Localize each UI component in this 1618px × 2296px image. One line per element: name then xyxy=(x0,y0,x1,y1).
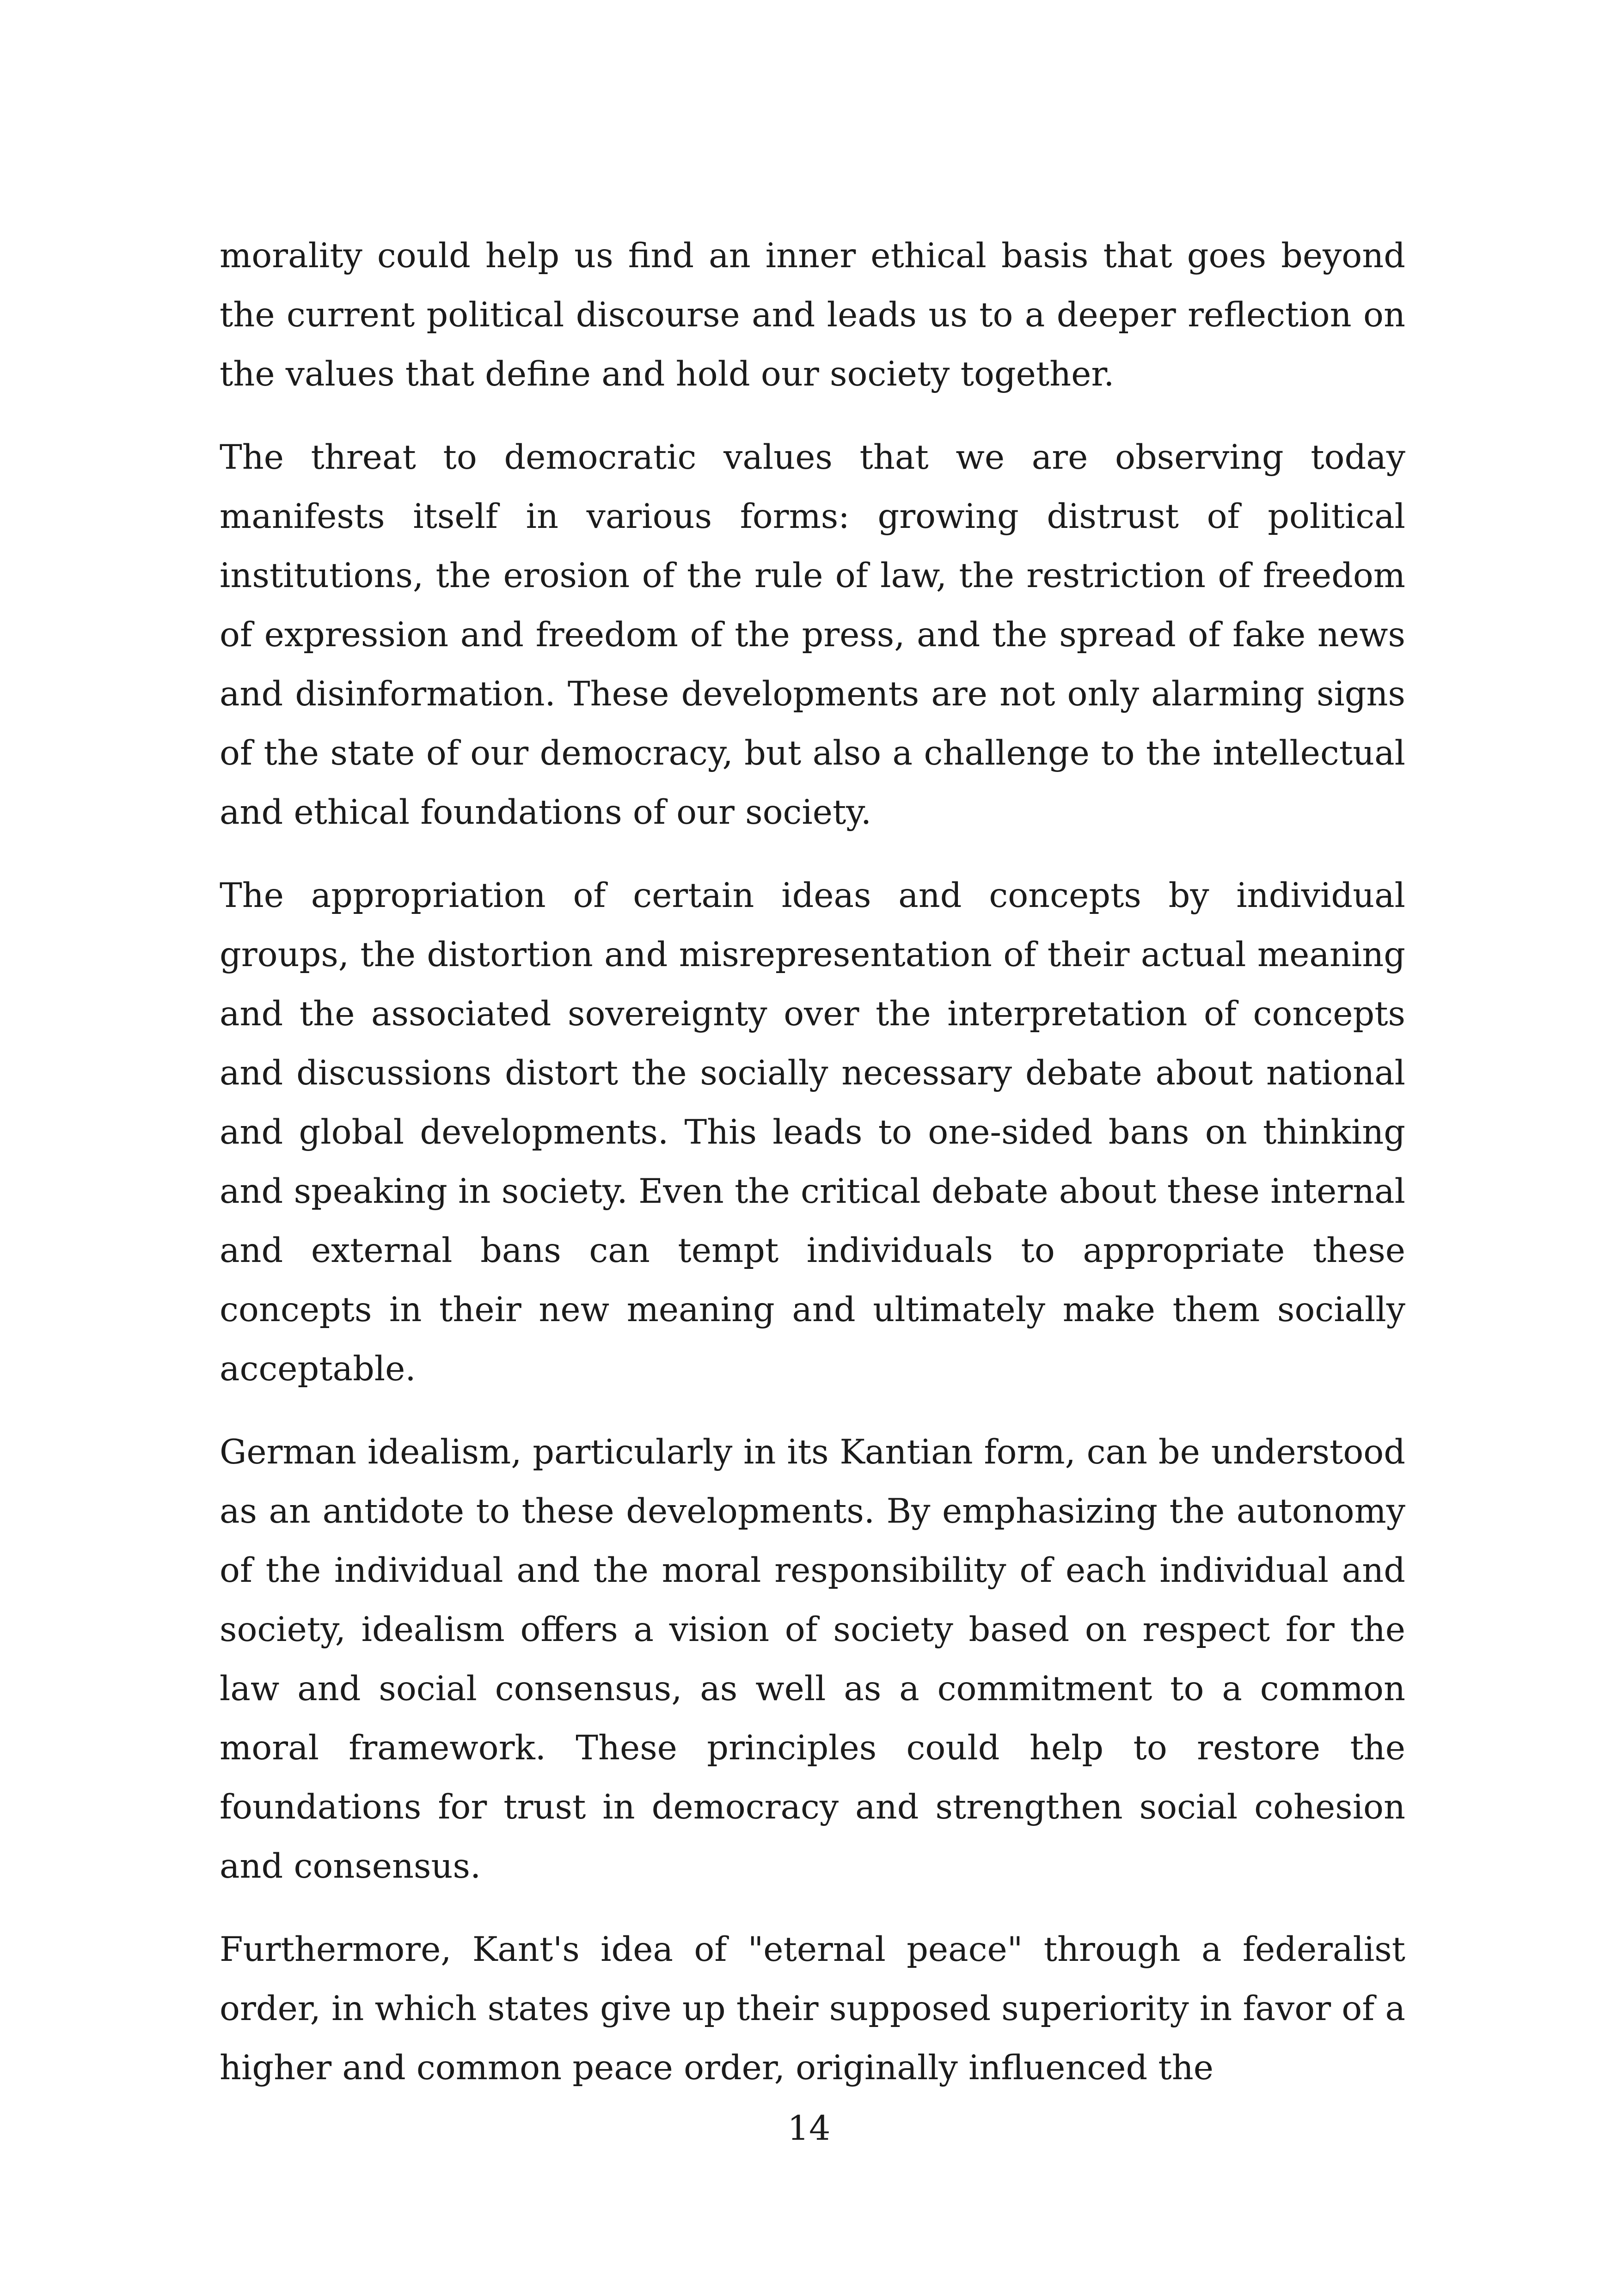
page-number: 14 xyxy=(787,2109,831,2148)
paragraph-4: German idealism, particularly in its Kantian form, can be understood as an antidote to these developments. By emphasizing the autonomy of the individual and the moral responsibility of each individual and society, idealism offers a vision of society based on respect for the law and social consensus, as well as a commitment to a common moral framework. These principles could help to restore the foundations for trust in democracy and strengthen social cohesion and consensus. xyxy=(220,1433,1405,1886)
paragraph-2: The threat to democratic values that we are observing today manifests itself in various forms: growing distrust of political institutions, the erosion of the rule of law, the restriction of freedom of expression and freedom of the press, and the spread of fake news and disinformation. These developments are not only alarming signs of the state of our democracy, but also a challenge to the intellectual and ethical foundations of our society. xyxy=(220,438,1405,832)
paragraph-1: morality could help us find an inner ethical basis that goes beyond the current political discourse and leads us to a deeper reflection on the values that define and hold our society together. xyxy=(220,236,1405,394)
body-text xyxy=(220,227,1405,2122)
paragraph-3: The appropriation of certain ideas and concepts by individual groups, the distortion and misrepresentation of their actual meaning and the associated sovereignty over the interpretation of concepts and discussions distort the socially necessary debate about national and global developments. This leads to one-sided bans on thinking and speaking in society. Even the critical debate about these internal and external bans can tempt individuals to appropriate these concepts in their new meaning and ultimately make them socially acceptable. xyxy=(220,876,1405,1389)
paragraph-5: Furthermore, Kant's idea of "eternal peace" through a federalist order, in which states give up their supposed superiority in favor of a higher and common peace order, originally influenced the xyxy=(220,1930,1405,2088)
